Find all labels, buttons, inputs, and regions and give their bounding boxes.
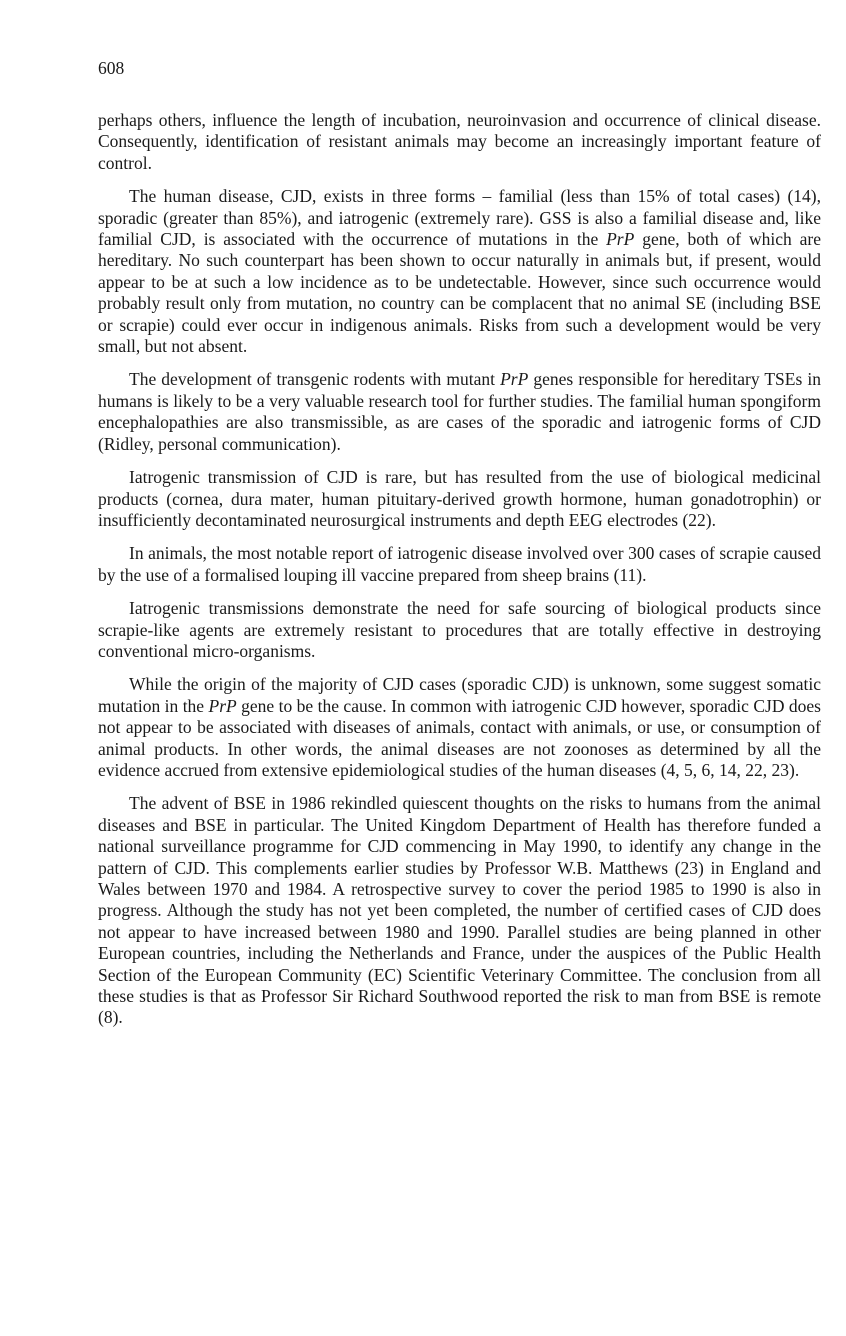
paragraph-text: The advent of BSE in 1986 rekindled quiescent thoughts on the risks to humans from the animal diseases and BSE in particular. The United Kingdom Department of Health has therefore funded a national surveillance programme for CJD commencing in May 1990, to identify any change in the pattern of CJD. This complements earlier studies by Professor W.B. Matthews (23) in England and Wales between 1970 and 1984. A retrospective survey to cover the period 1985 to 1990 is also in progress. Although the study has not yet been completed, the number of certified cases of CJD does not appear to have increased between 1980 and 1990. Parallel studies are being planned in other European countries, including the Netherlands and France, under the auspices of the Public Health Section of the European Community (EC) Scientific Veterinary Committee. The conclusion from all these studies is that as Professor Sir Richard Southwood reported the risk to man from BSE is remote (8).: [98, 793, 821, 1028]
paragraph-7: [98, 674, 821, 781]
paragraph-4: [98, 467, 821, 531]
gene-name: PrP: [606, 229, 635, 250]
gene-name: PrP: [500, 369, 529, 390]
paragraph-1: [98, 110, 821, 174]
paragraph-5: [98, 543, 821, 586]
paragraph-text: While the origin of the majority of CJD cases (sporadic CJD) is unknown, some suggest somatic mutation in the: [98, 674, 821, 716]
body-text: [98, 110, 821, 1041]
paragraph-text: In animals, the most notable report of iatrogenic disease involved over 300 cases of scrapie caused by the use of a formalised louping ill vaccine prepared from sheep brains (11).: [98, 543, 821, 585]
paragraph-text: gene, both of which are hereditary. No such counterpart has been shown to occur naturally in animals but, if present, would appear to be at such a low incidence as to be undetectable. However, since such occurrence would probably result only from mutation, no country can be complacent that no animal SE (including BSE or scrapie) could ever occur in indigenous animals. Risks from such a development would be very small, but not absent.: [98, 229, 821, 357]
gene-name: PrP: [208, 695, 237, 716]
paragraph-text: Iatrogenic transmissions demonstrate the need for safe sourcing of biological products since scrapie-like agents are extremely resistant to procedures that are totally effective in destroying conventional micro-organisms.: [98, 598, 821, 661]
paragraph-3: [98, 369, 821, 455]
paragraph-text: genes responsible for hereditary TSEs in humans is likely to be a very valuable research tool for further studies. The familial human spongiform encephalopathies are also transmissible, as are cases of the sporadic and iatrogenic forms of CJD (Ridley, personal communication).: [98, 369, 822, 454]
paragraph-text: The human disease, CJD, exists in three forms – familial (less than 15% of total cases) (14), sporadic (greater than 85%), and iatrogenic (extremely rare). GSS is also a familial disease and, like familial CJD, is associated with the occurrence of mutations in the: [98, 186, 821, 250]
paragraph-2: [98, 186, 821, 357]
paragraph-text: perhaps others, influence the length of incubation, neuroinvasion and occurrence of clinical disease. Consequently, identification of resistant animals may become an increasingly important feature of control.: [98, 110, 821, 173]
paragraph-text: The development of transgenic rodents with mutant: [129, 369, 501, 390]
paragraph-text: gene to be the cause. In common with iatrogenic CJD however, sporadic CJD does not appear to be associated with diseases of animals, contact with animals, or use, or consumption of animal products. In other words, the animal diseases are not zoonoses as determined by all the evidence accrued from extensive epidemiological studies of the human diseases (4, 5, 6, 14, 22, 23).: [98, 695, 821, 780]
paragraph-6: [98, 598, 821, 662]
paragraph-8: [98, 793, 821, 1028]
page-number: 608: [98, 58, 125, 78]
paragraph-text: Iatrogenic transmission of CJD is rare, but has resulted from the use of biological medicinal products (cornea, dura mater, human pituitary-derived growth hormone, human gonadotrophin) or insufficiently decontaminated neurosurgical instruments and depth EEG electrodes (22).: [98, 467, 821, 530]
